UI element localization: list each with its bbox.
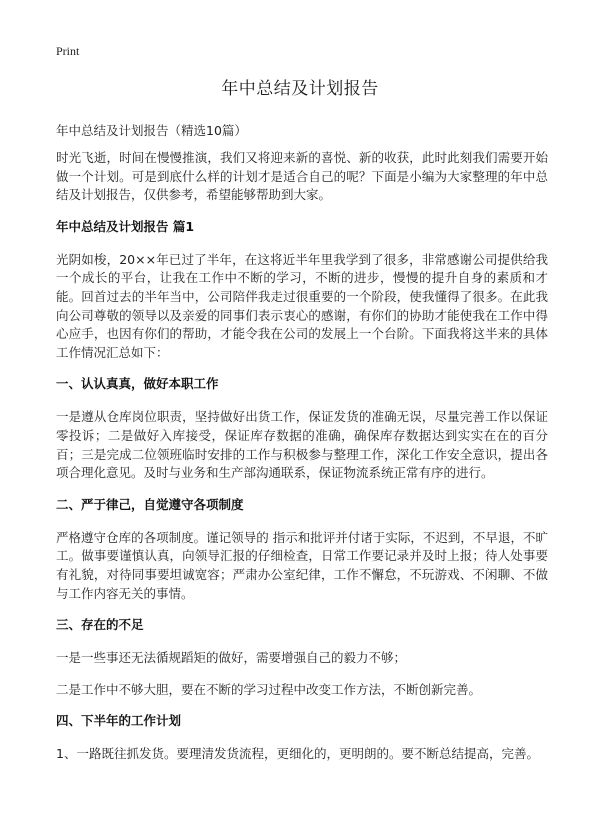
- print-link[interactable]: Print: [56, 44, 80, 58]
- document-blocks: [56, 149, 548, 764]
- paragraph: 光阴如梭，20××年已过了半年，在这将近半年里我学到了很多，非常感谢公司提供给我一个成长的平台，让我在工作中不断的学习，不断的进步，慢慢的提升自身的素质和才能。回首过去的半年当中，公司陪伴我走过很重要的一个阶段，使我懂得了很多。在此我向公司尊敬的领导以及亲爱的同事们表示衷心的感谢，有你们的协助才能使我在工作中得心应手，也因有你们的帮助，才能令我在公司的发展上一个台阶。下面我将这半来的具体工作情况汇总如下：: [56, 251, 548, 360]
- document-subtitle: 年中总结及计划报告（精选10篇）: [56, 123, 247, 138]
- paragraph: 二是工作中不够大胆，要在不断的学习过程中改变工作方法，不断创新完善。: [56, 681, 482, 697]
- paragraph: 时光飞逝，时间在慢慢推演，我们又将迎来新的喜悦、新的收获，此时此刻我们需要开始做一个计划。可是到底什么样的计划才是适合自己的呢？下面是小编为大家整理的年中总结及计划报告，仅供参考，希望能够帮助到大家。: [56, 150, 548, 203]
- section-heading: 年中总结及计划报告 篇1: [56, 218, 195, 234]
- section-heading: 二、严于律己，自觉遵守各项制度: [56, 496, 244, 512]
- paragraph: 严格遵守仓库的各项制度。谨记领导的 指示和批评并付诸于实际，不迟到，不早退，不旷工。做事要谨慎认真，向领导汇报的仔细检查，日常工作要记录并及时上报；待人处事要有礼貌，对待同事要坦诚宽容；严肃办公室纪律，工作不懈怠，不玩游戏、不闲聊、不做与工作内容无关的事情。: [56, 529, 548, 601]
- paragraph: 1、一路既往抓发货。要理清发货流程，更细化的，更明朗的。要不断总结提高，完善。: [56, 746, 539, 762]
- document-title: 年中总结及计划报告: [221, 79, 379, 99]
- paragraph: 一是遵从仓库岗位职责，坚持做好出货工作，保证发货的准确无误，尽量完善工作以保证零投诉；二是做好入库接受，保证库存数据的准确，确保库存数据达到实实在在的百分百；三是完成二位领班临时安排的工作与积极参与整理工作，深化工作安全意识，提出各项合理化意见。及时与业务和生产部沟通联系，保证物流系统正常有序的进行。: [56, 409, 548, 481]
- document-body: [56, 122, 548, 777]
- paragraph: 一是一些事还无法循规蹈矩的做好，需要增强自己的毅力不够；: [56, 650, 407, 666]
- section-heading: 四、下半年的工作计划: [56, 713, 182, 729]
- section-heading: 一、认认真真，做好本职工作: [56, 376, 219, 392]
- section-heading: 三、存在的不足: [56, 617, 144, 633]
